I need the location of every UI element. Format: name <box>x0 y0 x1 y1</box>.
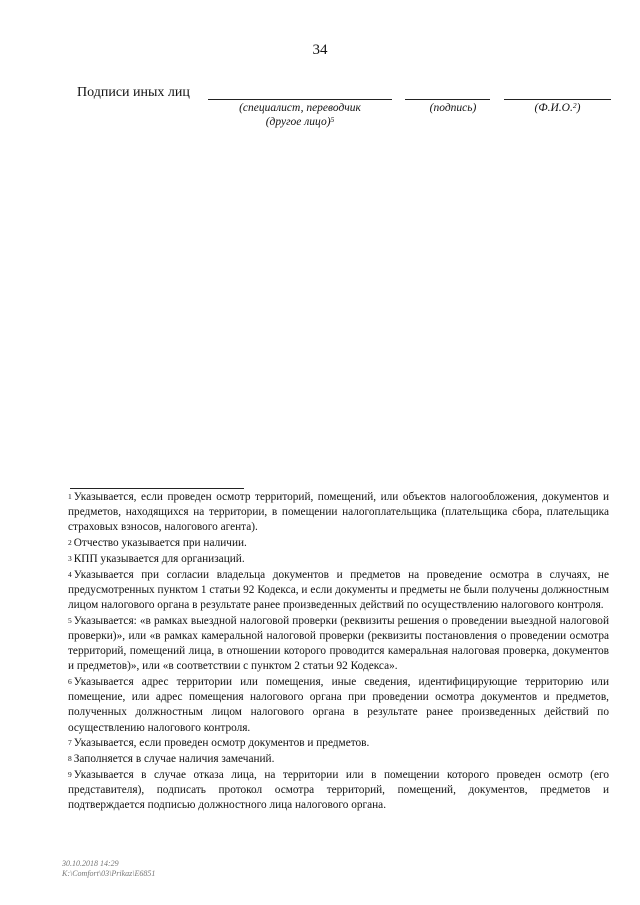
footnote-number: 1 <box>68 492 72 501</box>
stamp-date: 30.10.2018 14:29 <box>62 859 119 868</box>
footnote-2 <box>68 536 609 551</box>
fio-caption <box>504 101 611 115</box>
fio-caption-text: (Ф.И.О. <box>534 102 573 114</box>
footnote-text: Отчество указывается при наличии. <box>73 537 247 550</box>
footnote-number: 9 <box>68 769 72 779</box>
specialist-caption-line1: (специалист, переводчик <box>239 102 361 114</box>
footnote-text: Указывается, если проведен осмотр территорий, помещений, или объектов налогообложения, документов и предметов, находящихся на территории, в помещении налогоплательщика (плательщика сбора, плательщика страховых взносов, налогового агента). <box>68 491 609 534</box>
footnote-6 <box>68 675 609 736</box>
footnote-text: Указывается, если проведен осмотр документов и предметов. <box>73 737 370 750</box>
footnote-1 <box>68 490 609 536</box>
fio-line <box>504 99 611 100</box>
footnote-text: Указывается адрес территории или помещения, иные сведения, идентифицирующие территорию или помещение, или адрес помещения налогового органа при проведении осмотра документов и предметов, полученных должностным лицом налогового органа в результате ранее произведенных действий по осуществлению налогового контроля. <box>68 675 609 734</box>
specialist-signature-line <box>208 99 392 100</box>
footnote-separator <box>70 488 244 489</box>
stamp-path: K:\Comfort\03\Prikaz\E6851 <box>62 869 156 878</box>
footnote-8 <box>68 752 609 767</box>
footnote-5 <box>68 614 609 675</box>
footnote-number: 6 <box>68 676 72 686</box>
footnote-7 <box>68 736 609 751</box>
footnote-number: 3 <box>68 553 72 563</box>
footnote-text: Указывается при согласии владельца документов и предметов на проведение осмотра в случаях, не предусмотренных пунктом 1 статьи 92 Кодекса, и если документы и предметы не были получены должностным лицом налогового органа в результате ранее произведенных действий по осуществлению налогового контроля. <box>68 568 609 611</box>
footnote-3 <box>68 552 609 567</box>
footnote-4 <box>68 568 609 614</box>
fio-caption-sup: 2 <box>572 101 577 110</box>
specialist-caption-line2: (другое лицо) <box>265 116 331 128</box>
footnote-number: 2 <box>68 538 72 548</box>
document-stamp <box>62 859 155 879</box>
specialist-caption <box>208 101 392 129</box>
footnotes <box>68 490 609 814</box>
footnote-number: 5 <box>68 615 72 625</box>
specialist-caption-sup: 5 <box>330 115 335 124</box>
footnote-number: 7 <box>68 738 72 748</box>
signature-line <box>405 99 490 100</box>
signature-label: Подписи иных лиц <box>77 85 190 100</box>
fio-caption-end: ) <box>576 102 581 114</box>
signature-caption: (подпись) <box>429 102 477 114</box>
footnote-text: КПП указывается для организаций. <box>73 552 245 565</box>
page-number: 34 <box>312 42 328 58</box>
footnote-number: 4 <box>68 569 72 579</box>
footnote-text: Указывается: «в рамках выездной налоговой проверки (реквизиты решения о проведении выездной налоговой проверки)», или «в рамках камеральной налоговой проверки (реквизиты постановления о проведении осмотра территорий, помещений лица, в отношении которого проводится камеральная налоговая проверка, документов и предметов)», или «в соответствии с пунктом 2 статьи 92 Кодекса». <box>68 614 609 673</box>
footnote-9 <box>68 768 609 814</box>
footnote-number: 8 <box>68 753 72 763</box>
footnote-text: Указывается в случае отказа лица, на территории или в помещении которого проведен осмотр (его представителя), подписать протокол осмотра территорий, помещений, документов, предметов и подтверждается подписью должностного лица налогового органа. <box>68 768 609 812</box>
footnote-text: Заполняется в случае наличия замечаний. <box>73 752 275 765</box>
